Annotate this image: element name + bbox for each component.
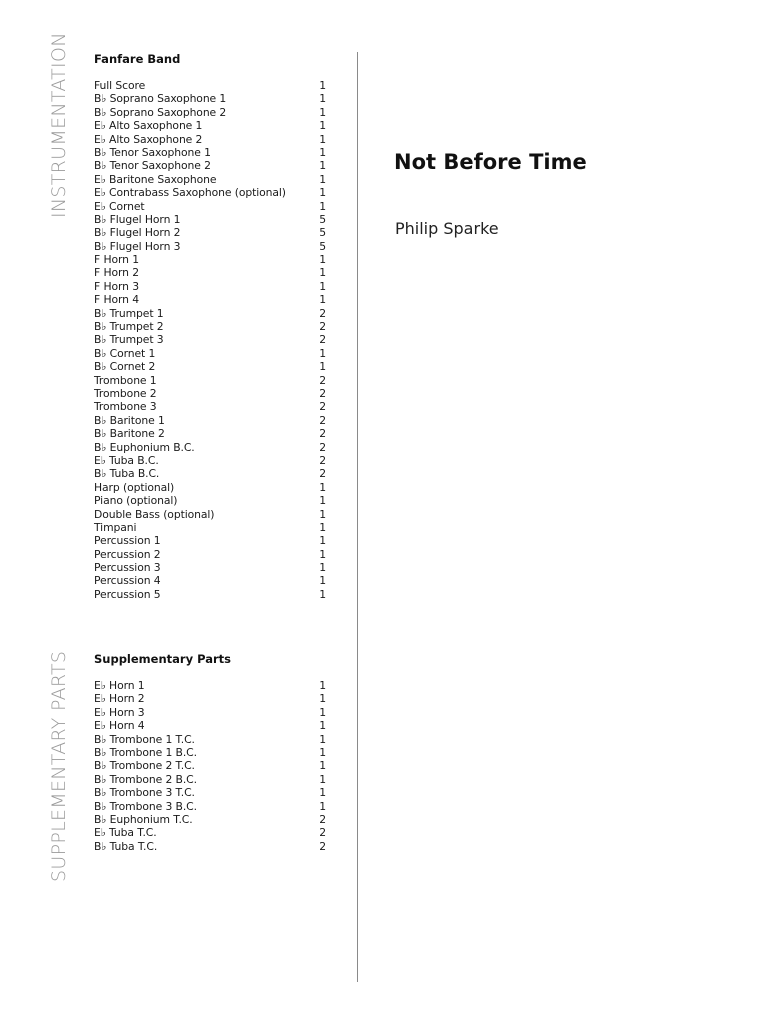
part-count: 1 — [319, 679, 326, 692]
part-name: Percussion 5 — [94, 587, 161, 601]
part-name: B♭ Trombone 2 T.C. — [94, 759, 195, 773]
part-name: F Horn 4 — [94, 293, 139, 307]
part-count: 1 — [319, 561, 326, 575]
part-row — [94, 561, 326, 574]
part-count: 1 — [319, 159, 326, 173]
part-name: B♭ Flugel Horn 1 — [94, 212, 181, 226]
part-row — [94, 494, 326, 507]
part-name: B♭ Tuba T.C. — [94, 839, 158, 853]
part-name: Trombone 1 — [94, 373, 157, 387]
part-count: 1 — [319, 253, 326, 267]
part-count: 2 — [319, 373, 326, 387]
part-count: 1 — [319, 266, 326, 280]
part-count: 1 — [319, 494, 326, 508]
part-name: B♭ Tenor Saxophone 2 — [94, 159, 211, 173]
part-name: E♭ Alto Saxophone 1 — [94, 119, 203, 133]
part-count: 1 — [319, 547, 326, 561]
part-row — [94, 106, 326, 119]
part-name: E♭ Tuba T.C. — [94, 826, 157, 840]
part-row — [94, 226, 326, 239]
part-count: 1 — [319, 587, 326, 601]
part-count: 1 — [319, 507, 326, 521]
part-row — [94, 320, 326, 333]
part-row — [94, 521, 326, 534]
part-row — [94, 133, 326, 146]
part-row — [94, 414, 326, 427]
part-count: 1 — [319, 105, 326, 119]
part-row — [94, 840, 326, 853]
part-count: 1 — [319, 360, 326, 374]
part-count: 2 — [319, 812, 326, 826]
part-name: B♭ Trumpet 1 — [94, 306, 164, 320]
part-name: B♭ Trumpet 3 — [94, 333, 164, 347]
part-name: Trombone 2 — [94, 386, 157, 400]
part-count: 5 — [319, 226, 326, 240]
part-count: 5 — [319, 239, 326, 253]
part-name: E♭ Horn 4 — [94, 719, 145, 733]
part-count: 1 — [319, 534, 326, 548]
part-row — [94, 733, 326, 746]
part-row — [94, 119, 326, 132]
part-count: 1 — [319, 480, 326, 494]
part-name: B♭ Soprano Saxophone 1 — [94, 92, 227, 106]
part-name: B♭ Baritone 2 — [94, 427, 165, 441]
part-row — [94, 333, 326, 346]
part-count: 1 — [319, 719, 326, 733]
part-name: B♭ Flugel Horn 3 — [94, 239, 181, 253]
part-count: 2 — [319, 427, 326, 441]
vertical-divider — [357, 52, 358, 982]
part-row — [94, 467, 326, 480]
part-name: B♭ Tuba B.C. — [94, 467, 160, 481]
composer-name: Philip Sparke — [395, 219, 499, 238]
part-name: E♭ Alto Saxophone 2 — [94, 132, 203, 146]
part-row — [94, 534, 326, 547]
part-count: 1 — [319, 732, 326, 746]
part-row — [94, 200, 326, 213]
part-count: 1 — [319, 119, 326, 133]
part-name: Double Bass (optional) — [94, 507, 215, 521]
part-count: 1 — [319, 772, 326, 786]
part-row — [94, 159, 326, 172]
part-count: 1 — [319, 786, 326, 800]
part-row — [94, 374, 326, 387]
part-row — [94, 400, 326, 413]
part-count: 2 — [319, 440, 326, 454]
part-count: 1 — [319, 346, 326, 360]
part-name: B♭ Cornet 2 — [94, 360, 156, 374]
part-count: 2 — [319, 826, 326, 840]
part-row — [94, 360, 326, 373]
part-count: 1 — [319, 145, 326, 159]
part-row — [94, 746, 326, 759]
part-row — [94, 441, 326, 454]
part-row — [94, 454, 326, 467]
part-name: Percussion 2 — [94, 547, 161, 561]
part-name: E♭ Tuba B.C. — [94, 453, 159, 467]
part-count: 2 — [319, 400, 326, 414]
part-row — [94, 253, 326, 266]
part-count: 1 — [319, 759, 326, 773]
part-count: 1 — [319, 132, 326, 146]
part-row — [94, 508, 326, 521]
part-row — [94, 574, 326, 587]
part-row — [94, 800, 326, 813]
part-name: B♭ Euphonium B.C. — [94, 440, 195, 454]
part-name: B♭ Euphonium T.C. — [94, 812, 193, 826]
part-row — [94, 92, 326, 105]
part-name: B♭ Trombone 2 B.C. — [94, 772, 197, 786]
supplementary-parts-heading: Supplementary Parts — [94, 652, 231, 666]
part-name: B♭ Cornet 1 — [94, 346, 156, 360]
part-count: 2 — [319, 413, 326, 427]
part-count: 1 — [319, 520, 326, 534]
part-name: B♭ Baritone 1 — [94, 413, 165, 427]
part-name: Harp (optional) — [94, 480, 175, 494]
part-count: 1 — [319, 172, 326, 186]
part-name: B♭ Flugel Horn 2 — [94, 226, 181, 240]
part-name: B♭ Trombone 3 T.C. — [94, 786, 195, 800]
part-name: B♭ Trombone 3 B.C. — [94, 799, 197, 813]
part-count: 1 — [319, 92, 326, 106]
part-row — [94, 240, 326, 253]
part-name: B♭ Trombone 1 T.C. — [94, 732, 195, 746]
part-row — [94, 280, 326, 293]
part-row — [94, 307, 326, 320]
part-count: 1 — [319, 199, 326, 213]
instrumentation-side-label: INSTRUMENTATION — [48, 32, 70, 218]
piece-title: Not Before Time — [394, 150, 587, 174]
part-name: E♭ Contrabass Saxophone (optional) — [94, 186, 286, 200]
part-name: Percussion 4 — [94, 574, 161, 588]
part-row — [94, 427, 326, 440]
part-count: 1 — [319, 799, 326, 813]
part-count: 1 — [319, 79, 326, 92]
part-name: E♭ Horn 3 — [94, 705, 145, 719]
part-row — [94, 481, 326, 494]
part-row — [94, 706, 326, 719]
part-name: Trombone 3 — [94, 400, 157, 414]
supplementary-parts-side-label: SUPPLEMENTARY PARTS — [48, 650, 70, 882]
part-count: 5 — [319, 212, 326, 226]
part-row — [94, 146, 326, 159]
part-name: Piano (optional) — [94, 494, 178, 508]
part-row — [94, 679, 326, 692]
part-count: 2 — [319, 333, 326, 347]
fanfare-band-heading: Fanfare Band — [94, 52, 181, 66]
part-count: 1 — [319, 293, 326, 307]
part-name: Full Score — [94, 79, 146, 92]
part-name: B♭ Trombone 1 B.C. — [94, 745, 197, 759]
part-row — [94, 773, 326, 786]
part-name: E♭ Baritone Saxophone — [94, 172, 217, 186]
part-name: E♭ Cornet — [94, 199, 145, 213]
part-row — [94, 759, 326, 772]
part-name: F Horn 3 — [94, 279, 139, 293]
part-name: E♭ Horn 2 — [94, 692, 145, 706]
part-row — [94, 548, 326, 561]
fanfare-parts-list — [94, 79, 326, 601]
part-count: 2 — [319, 386, 326, 400]
part-count: 1 — [319, 574, 326, 588]
part-row — [94, 213, 326, 226]
part-name: B♭ Trumpet 2 — [94, 320, 164, 334]
supplementary-parts-list — [94, 679, 326, 853]
part-name: B♭ Soprano Saxophone 2 — [94, 105, 227, 119]
part-name: Percussion 3 — [94, 561, 161, 575]
part-row — [94, 826, 326, 839]
part-count: 2 — [319, 839, 326, 853]
part-name: B♭ Tenor Saxophone 1 — [94, 145, 211, 159]
part-row — [94, 173, 326, 186]
part-name: Percussion 1 — [94, 534, 161, 548]
part-row — [94, 719, 326, 732]
part-count: 1 — [319, 692, 326, 706]
part-name: Timpani — [94, 520, 137, 534]
part-count: 1 — [319, 705, 326, 719]
part-row — [94, 186, 326, 199]
part-row — [94, 347, 326, 360]
part-row — [94, 79, 326, 92]
part-row — [94, 692, 326, 705]
part-count: 2 — [319, 467, 326, 481]
part-row — [94, 813, 326, 826]
part-row — [94, 387, 326, 400]
part-count: 1 — [319, 279, 326, 293]
part-row — [94, 293, 326, 306]
part-name: E♭ Horn 1 — [94, 679, 145, 692]
part-count: 2 — [319, 306, 326, 320]
part-row — [94, 266, 326, 279]
part-count: 1 — [319, 745, 326, 759]
part-count: 2 — [319, 320, 326, 334]
part-row — [94, 786, 326, 799]
part-row — [94, 588, 326, 601]
part-count: 2 — [319, 453, 326, 467]
part-count: 1 — [319, 186, 326, 200]
part-name: F Horn 2 — [94, 266, 139, 280]
part-name: F Horn 1 — [94, 253, 139, 267]
